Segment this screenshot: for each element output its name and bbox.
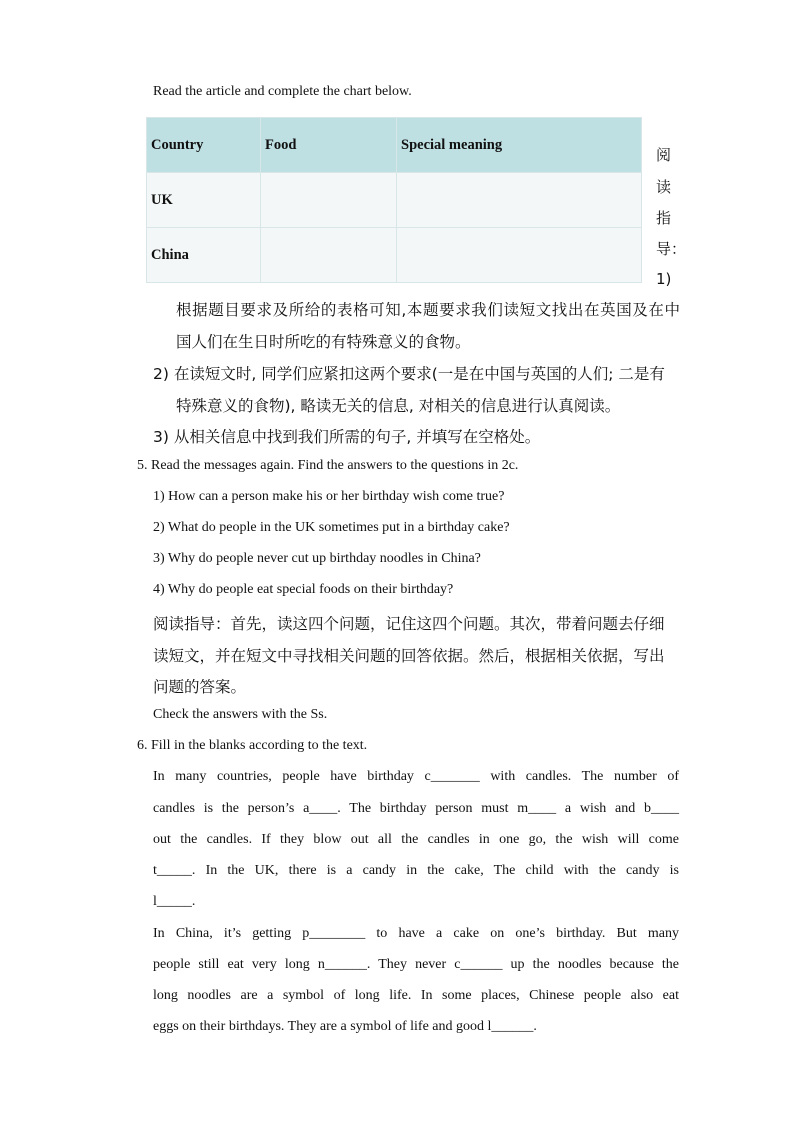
header-special-meaning: Special meaning (397, 118, 642, 173)
cell-food[interactable] (261, 228, 397, 283)
guide1-line: 国人们在生日时所吃的有特殊意义的食物。 (176, 333, 471, 351)
question-item: 1) How can a person make his or her birthday wish come true? (153, 489, 505, 504)
fill-line: candles is the person’s a____. The birthday person must m____ a wish and b____ (153, 801, 679, 816)
fill-line: eggs on their birthdays. They are a symbol of life and good l______. (153, 1019, 537, 1034)
side-label-char: 阅 (656, 146, 672, 164)
side-label-char: 导： (656, 240, 687, 258)
fill-line: long noodles are a symbol of long life. In some places, Chinese people also eat (153, 988, 679, 1003)
guide1-line: 特殊意义的食物), 略读无关的信息, 对相关的信息进行认真阅读。 (176, 397, 621, 415)
guide1-line: 3) 从相关信息中找到我们所需的句子, 并填写在空格处。 (153, 428, 541, 446)
guide1-line: 根据题目要求及所给的表格可知,本题要求我们读短文找出在英国及在中 (176, 301, 680, 319)
side-label-char: 读 (656, 178, 672, 196)
side-label-char: 指 (656, 209, 672, 227)
fill-line: In China, it’s getting p________ to have a cake on one’s birthday. But many (153, 926, 679, 941)
intro-instruction: Read the article and complete the chart below. (153, 84, 412, 99)
guide2-line: 阅读指导：首先，读这四个问题，记住这四个问题。其次，带着问题去仔细 (153, 615, 665, 633)
question-item: 3) Why do people never cut up birthday noodles in China? (153, 551, 481, 566)
chart-header-row (147, 118, 642, 173)
section6-title: 6. Fill in the blanks according to the text. (137, 738, 368, 753)
question-item: 2) What do people in the UK sometimes put in a birthday cake? (153, 520, 510, 535)
fill-line: l_____. (153, 894, 196, 909)
header-food: Food (261, 118, 397, 173)
header-country: Country (147, 118, 261, 173)
country-food-chart (146, 117, 642, 283)
guide2-line: 问题的答案。 (153, 678, 247, 696)
fill-line: out the candles. If they blow out all the candles in one go, the wish will come (153, 832, 679, 847)
section5-title: 5. Read the messages again. Find the answers to the questions in 2c. (137, 458, 519, 473)
fill-line: In many countries, people have birthday c_______ with candles. The number of (153, 769, 679, 784)
check-answers: Check the answers with the Ss. (153, 707, 328, 722)
side-label-char: 1) (656, 270, 672, 288)
cell-country: China (147, 228, 261, 283)
guide2-line: 读短文，并在短文中寻找相关问题的回答依据。然后，根据相关依据，写出 (153, 647, 665, 665)
cell-country: UK (147, 173, 261, 228)
chart-row-china (147, 228, 642, 283)
fill-line: t_____. In the UK, there is a candy in the cake, The child with the candy is (153, 863, 679, 878)
chart-row-uk (147, 173, 642, 228)
cell-food[interactable] (261, 173, 397, 228)
fill-line: people still eat very long n______. They never c______ up the noodles because the (153, 957, 679, 972)
guide1-line: 2) 在读短文时, 同学们应紧扣这两个要求(一是在中国与英国的人们; 二是有 (153, 365, 665, 383)
question-item: 4) Why do people eat special foods on their birthday? (153, 582, 454, 597)
cell-special-meaning[interactable] (397, 173, 642, 228)
cell-special-meaning[interactable] (397, 228, 642, 283)
